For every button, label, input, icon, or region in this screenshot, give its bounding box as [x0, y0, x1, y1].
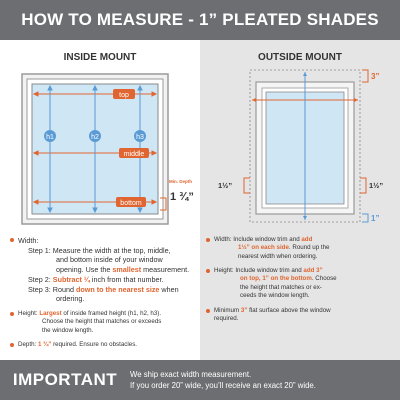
- inside-mount-panel: [0, 40, 200, 360]
- h1-label: h1: [46, 134, 54, 141]
- bullet-icon: [10, 238, 14, 242]
- important-footer: [0, 360, 400, 400]
- important-heading: IMPORTANT: [12, 370, 118, 389]
- top-dim-label: 3”: [371, 72, 380, 81]
- bottom-dim-label: 1”: [371, 214, 380, 223]
- outside-height-note: Height: Include window trim and add 3” on top, 1” on the bottom. Choose the height that matches or ex- ceeds the window length.: [206, 267, 398, 300]
- outside-mount-notes: [206, 236, 398, 329]
- important-line-1: We ship exact width measurement.: [130, 369, 252, 379]
- min-depth-value: 1 ¾”: [170, 191, 194, 203]
- min-depth-label: Min. Depth: [169, 179, 192, 184]
- height-note: Height: Largest of inside framed height (h1, h2, h3). Choose the height that matches or exceeds the window length.: [10, 310, 198, 335]
- bottom-label: bottom: [120, 200, 142, 207]
- important-message: [130, 369, 316, 392]
- bullet-icon: [10, 343, 14, 347]
- header-bar: [0, 0, 400, 40]
- important-line-2: If you order 20” wide, you’ll receive an exact 20” wide.: [130, 381, 316, 390]
- right-side-dim-label: 1½”: [369, 181, 384, 190]
- depth-note: Depth: 1 ¾” required. Ensure no obstacles.: [10, 341, 198, 349]
- outside-minimum-note: Minimum 3” flat surface above the window required.: [206, 307, 398, 324]
- top-bracket: [362, 70, 368, 82]
- bullet-icon: [10, 312, 14, 316]
- outside-mount-diagram: [212, 68, 392, 228]
- right-side-bracket: [360, 178, 366, 193]
- h2-label: h2: [91, 134, 99, 141]
- top-label: top: [119, 92, 129, 99]
- inside-mount-diagram: [20, 68, 200, 228]
- inside-mount-notes: [10, 236, 198, 355]
- bottom-bracket: [362, 214, 368, 222]
- left-side-bracket: [244, 178, 250, 193]
- bullet-icon: [206, 238, 210, 242]
- outside-mount-title: OUTSIDE MOUNT: [258, 52, 342, 63]
- middle-label: middle: [123, 151, 145, 158]
- bullet-icon: [206, 309, 210, 313]
- outside-width-note: Width: Include window trim and add 1½” on each side. Round up the nearest width when ordering.: [206, 236, 398, 261]
- width-note: Width: Step 1: Measure the width at the top, middle, and bottom inside of your window opening. Use the smallest measurement. Step 2: Subtract ¼ inch from that number. Step 3: Round down to the nearest size when ordering.: [10, 236, 198, 304]
- h3-label: h3: [136, 134, 144, 141]
- outside-mount-panel: [200, 40, 400, 360]
- inside-mount-title: INSIDE MOUNT: [63, 52, 137, 63]
- page-title: HOW TO MEASURE - 1” PLEATED SHADES: [21, 10, 379, 29]
- bullet-icon: [206, 269, 210, 273]
- left-side-dim-label: 1½”: [218, 181, 233, 190]
